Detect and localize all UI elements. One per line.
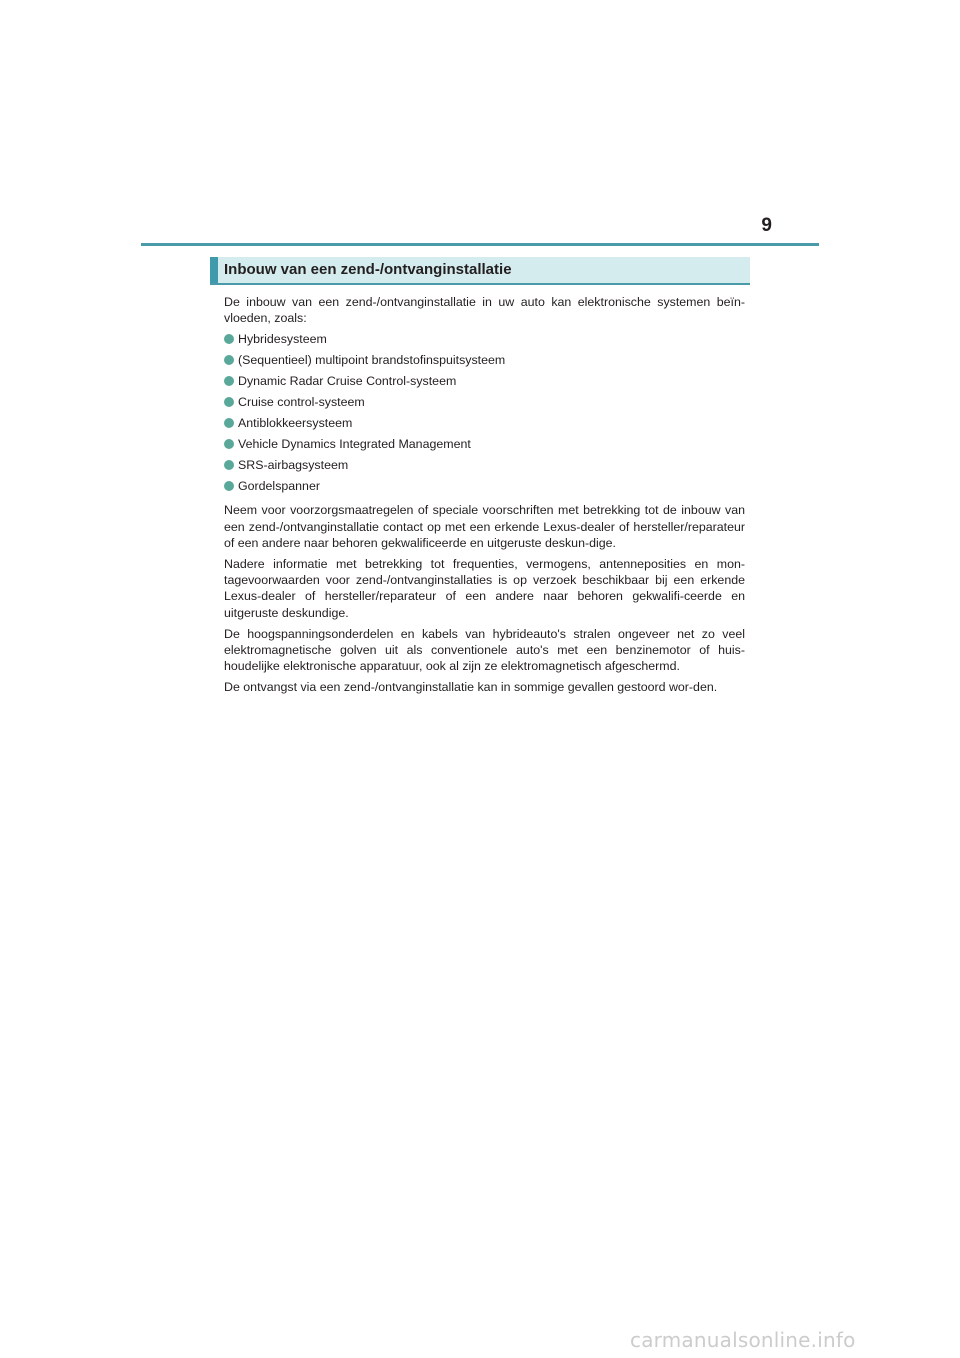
watermark: carmanualsonline.info — [630, 1328, 856, 1352]
bullet-icon — [224, 355, 234, 365]
emission-paragraph: De hoogspanningsonderdelen en kabels van hybrideauto's stralen ongeveer net zo veel elektromagnetische golven uit als conventionele auto's met een benzinemotor of huis-houdelijke elektronische apparatuur, ook al zijn ze elektromagnetisch afgeschermd. — [224, 626, 745, 674]
header-rule — [141, 243, 819, 246]
heading-accent-bar — [210, 257, 218, 283]
list-item-label: Cruise control-systeem — [238, 395, 365, 410]
bullet-icon — [224, 439, 234, 449]
list-item — [224, 352, 745, 373]
list-item — [224, 394, 745, 415]
list-item — [224, 373, 745, 394]
bullet-icon — [224, 334, 234, 344]
list-item — [224, 415, 745, 436]
list-item-label: Antiblokkeersysteem — [238, 416, 353, 431]
list-item — [224, 331, 745, 352]
list-item-label: Dynamic Radar Cruise Control-systeem — [238, 374, 457, 389]
list-item-label: Hybridesysteem — [238, 332, 327, 347]
bullet-icon — [224, 397, 234, 407]
bullet-icon — [224, 418, 234, 428]
list-item-label: Gordelspanner — [238, 479, 320, 494]
page-number: 9 — [761, 215, 772, 236]
list-item — [224, 457, 745, 478]
bullet-icon — [224, 481, 234, 491]
reception-paragraph: De ontvangst via een zend-/ontvanginstallatie kan in sommige gevallen gestoord wor-den. — [224, 680, 718, 695]
affected-systems-list — [224, 331, 745, 499]
section-title: Inbouw van een zend-/ontvanginstallatie — [224, 261, 512, 278]
bullet-icon — [224, 376, 234, 386]
list-item-label: SRS-airbagsysteem — [238, 458, 349, 473]
bullet-icon — [224, 460, 234, 470]
list-item — [224, 436, 745, 457]
precautions-paragraph: Neem voor voorzorgsmaatregelen of speciale voorschriften met betrekking tot de inbouw van een zend-/ontvanginstallatie contact op met een erkende Lexus-dealer of hersteller/reparateur of een andere naar behoren gekwalificeerde en uitgeruste deskun-dige. — [224, 503, 745, 550]
list-item — [224, 478, 745, 499]
more-info-paragraph: Nadere informatie met betrekking tot frequenties, vermogens, antenneposities en mon-tagevoorwaarden voor zend-/ontvanginstallaties is op verzoek beschikbaar bij een erkende Lexus-dealer of hersteller/reparateur of een andere naar behoren gekwalifi-ceerde en uitgeruste deskundige. — [224, 557, 745, 620]
section-body — [224, 294, 745, 701]
list-item-label: (Sequentieel) multipoint brandstofinspuitsysteem — [238, 353, 506, 368]
list-item-label: Vehicle Dynamics Integrated Management — [238, 437, 471, 452]
intro-paragraph: De inbouw van een zend-/ontvanginstallatie in uw auto kan elektronische systemen beïn-vloeden, zoals: — [224, 295, 745, 326]
section-heading — [210, 257, 750, 285]
